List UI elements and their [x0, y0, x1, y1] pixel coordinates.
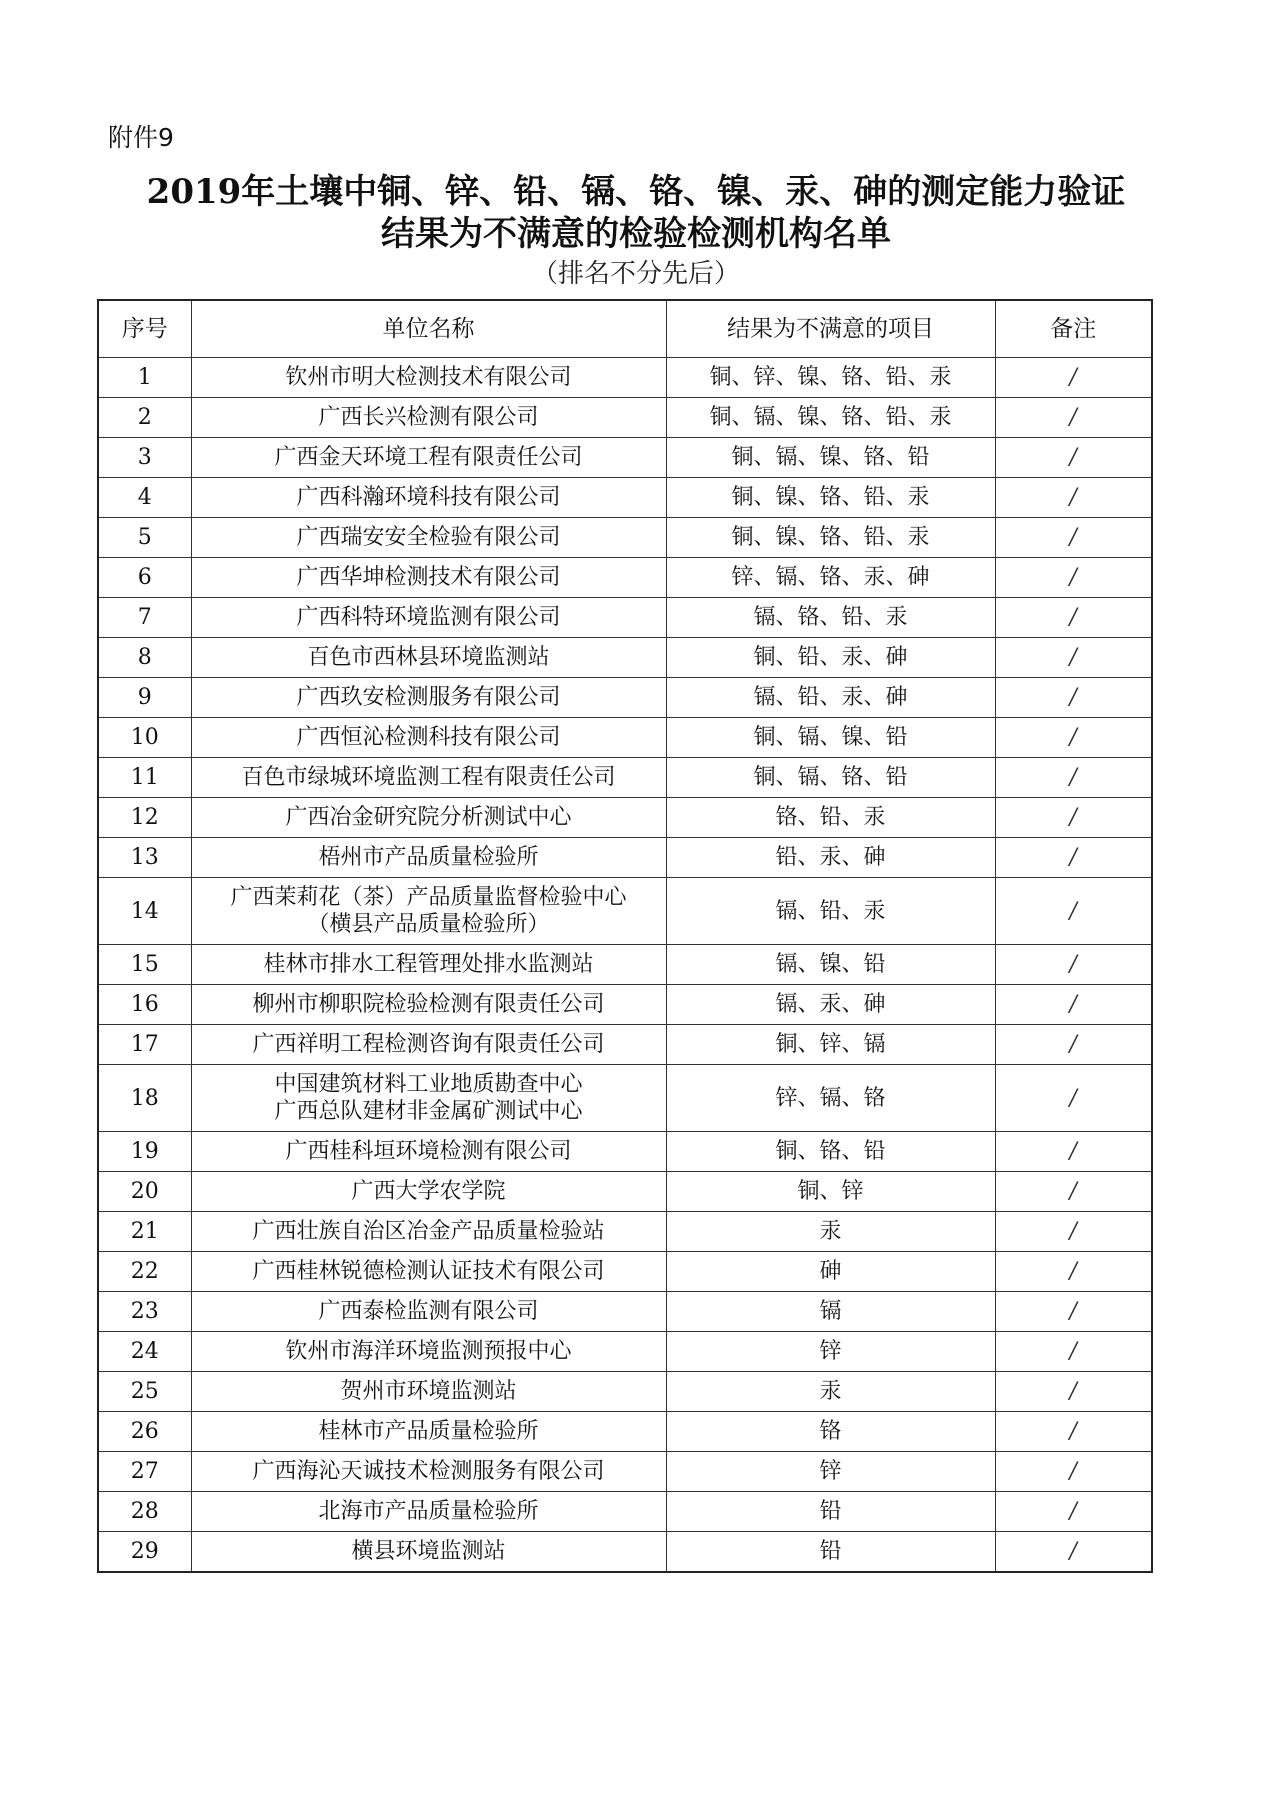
row-unsatisfactory-items: 铅	[666, 1532, 995, 1573]
header-serial-number: 序号	[98, 300, 191, 358]
row-serial-number: 18	[98, 1065, 191, 1132]
row-serial-number: 6	[98, 558, 191, 598]
unit-name-line: （横县产品质量检验所）	[307, 912, 550, 937]
unit-name-line: 广西总队建材非金属矿测试中心	[274, 1099, 583, 1124]
row-unsatisfactory-items: 铅	[666, 1492, 995, 1532]
row-remark: /	[995, 1132, 1152, 1172]
row-unsatisfactory-items: 铜、铅、汞、砷	[666, 638, 995, 678]
unit-name-line: 广西金天环境工程有限责任公司	[274, 445, 583, 470]
row-serial-number: 19	[98, 1132, 191, 1172]
row-remark: /	[995, 358, 1152, 398]
row-unit-name	[191, 1025, 666, 1065]
table-row	[98, 1412, 1152, 1452]
unit-name-line: 梧州市产品质量检验所	[318, 845, 539, 870]
row-unit-name	[191, 1452, 666, 1492]
table-row	[98, 438, 1152, 478]
row-serial-number: 2	[98, 398, 191, 438]
row-serial-number: 9	[98, 678, 191, 718]
table-row	[98, 758, 1152, 798]
row-serial-number: 11	[98, 758, 191, 798]
unit-name-line: 中国建筑材料工业地质勘查中心	[274, 1072, 583, 1097]
row-unsatisfactory-items: 铬	[666, 1412, 995, 1452]
unit-name-line: 钦州市明大检测技术有限公司	[285, 365, 572, 390]
row-serial-number: 8	[98, 638, 191, 678]
table-row	[98, 1372, 1152, 1412]
row-remark: /	[995, 1492, 1152, 1532]
row-unsatisfactory-items: 铜、锌、镍、铬、铅、汞	[666, 358, 995, 398]
row-unsatisfactory-items: 镉、铅、汞	[666, 878, 995, 945]
unit-name-line: 广西科特环境监测有限公司	[296, 605, 561, 630]
row-serial-number: 7	[98, 598, 191, 638]
row-serial-number: 26	[98, 1412, 191, 1452]
table-row	[98, 598, 1152, 638]
table-row	[98, 1065, 1152, 1132]
row-unsatisfactory-items: 铜、镉、镍、铅	[666, 718, 995, 758]
row-serial-number: 4	[98, 478, 191, 518]
row-serial-number: 23	[98, 1292, 191, 1332]
row-remark: /	[995, 1412, 1152, 1452]
unit-name-line: 广西恒沁检测科技有限公司	[296, 725, 561, 750]
row-unsatisfactory-items: 锌、镉、铬、汞、砷	[666, 558, 995, 598]
unit-name-line: 广西壮族自治区冶金产品质量检验站	[252, 1219, 605, 1244]
row-unit-name	[191, 1212, 666, 1252]
row-remark: /	[995, 518, 1152, 558]
table-row	[98, 945, 1152, 985]
table-row	[98, 398, 1152, 438]
unit-name-line: 钦州市海洋环境监测预报中心	[285, 1339, 572, 1364]
table-row	[98, 718, 1152, 758]
document-title-line-1: 2019年土壤中铜、锌、铅、镉、铬、镍、汞、砷的测定能力验证	[146, 172, 1126, 212]
unit-name-line: 横县环境监测站	[351, 1539, 506, 1564]
row-serial-number: 15	[98, 945, 191, 985]
row-remark: /	[995, 1025, 1152, 1065]
unit-name-line: 北海市产品质量检验所	[318, 1499, 539, 1524]
row-remark: /	[995, 985, 1152, 1025]
table-row	[98, 1025, 1152, 1065]
row-unit-name	[191, 945, 666, 985]
row-serial-number: 22	[98, 1252, 191, 1292]
unit-name-line: 广西茉莉花（茶）产品质量监督检验中心	[230, 885, 627, 910]
row-unit-name	[191, 1412, 666, 1452]
row-remark: /	[995, 1372, 1152, 1412]
unit-name-line: 广西桂林锐德检测认证技术有限公司	[252, 1259, 605, 1284]
row-unsatisfactory-items: 镉	[666, 1292, 995, 1332]
document-title-line-2: 结果为不满意的检验检测机构名单	[381, 214, 891, 254]
table-row	[98, 1252, 1152, 1292]
row-serial-number: 20	[98, 1172, 191, 1212]
unit-name-line: 广西科瀚环境科技有限公司	[296, 485, 561, 510]
row-serial-number: 5	[98, 518, 191, 558]
row-unsatisfactory-items: 铜、锌、镉	[666, 1025, 995, 1065]
row-remark: /	[995, 878, 1152, 945]
row-serial-number: 13	[98, 838, 191, 878]
row-unit-name	[191, 718, 666, 758]
row-unsatisfactory-items: 镉、汞、砷	[666, 985, 995, 1025]
row-serial-number: 12	[98, 798, 191, 838]
table-row	[98, 878, 1152, 945]
row-unit-name	[191, 598, 666, 638]
attachment-label: 附件9	[108, 123, 174, 152]
row-unit-name	[191, 1065, 666, 1132]
row-remark: /	[995, 718, 1152, 758]
unit-name-line: 柳州市柳职院检验检测有限责任公司	[252, 992, 605, 1017]
row-remark: /	[995, 945, 1152, 985]
unit-name-line: 广西玖安检测服务有限公司	[296, 685, 561, 710]
table-row	[98, 1172, 1152, 1212]
row-unit-name	[191, 758, 666, 798]
row-unsatisfactory-items: 汞	[666, 1372, 995, 1412]
row-unsatisfactory-items: 铜、镉、镍、铬、铅	[666, 438, 995, 478]
row-remark: /	[995, 1292, 1152, 1332]
row-serial-number: 24	[98, 1332, 191, 1372]
row-serial-number: 25	[98, 1372, 191, 1412]
unit-name-line: 广西祥明工程检测咨询有限责任公司	[252, 1032, 605, 1057]
row-unsatisfactory-items: 锌	[666, 1452, 995, 1492]
row-unit-name	[191, 518, 666, 558]
row-remark: /	[995, 598, 1152, 638]
table-row	[98, 838, 1152, 878]
unit-name-line: 桂林市产品质量检验所	[318, 1419, 539, 1444]
row-unit-name	[191, 838, 666, 878]
row-unsatisfactory-items: 汞	[666, 1212, 995, 1252]
unit-name-line: 广西冶金研究院分析测试中心	[285, 805, 572, 830]
row-remark: /	[995, 1212, 1152, 1252]
row-serial-number: 16	[98, 985, 191, 1025]
unit-name-line: 广西泰检监测有限公司	[318, 1299, 539, 1324]
row-serial-number: 17	[98, 1025, 191, 1065]
table-row	[98, 558, 1152, 598]
row-unsatisfactory-items: 铜、铬、铅	[666, 1132, 995, 1172]
institution-table	[97, 299, 1153, 1573]
unit-name-line: 广西海沁天诚技术检测服务有限公司	[252, 1459, 605, 1484]
unit-name-line: 广西桂科垣环境检测有限公司	[285, 1139, 572, 1164]
table-row	[98, 518, 1152, 558]
row-unit-name	[191, 358, 666, 398]
table-row	[98, 1132, 1152, 1172]
table-row	[98, 1452, 1152, 1492]
unit-name-line: 广西大学农学院	[351, 1179, 506, 1204]
row-unit-name	[191, 878, 666, 945]
unit-name-line: 广西瑞安安全检验有限公司	[296, 525, 561, 550]
row-remark: /	[995, 1065, 1152, 1132]
unit-name-line: 百色市西林县环境监测站	[307, 645, 550, 670]
row-unit-name	[191, 558, 666, 598]
row-unit-name	[191, 1172, 666, 1212]
table-row	[98, 678, 1152, 718]
row-serial-number: 21	[98, 1212, 191, 1252]
row-unsatisfactory-items: 锌	[666, 1332, 995, 1372]
row-unit-name	[191, 638, 666, 678]
table-row	[98, 1332, 1152, 1372]
table-row	[98, 798, 1152, 838]
table-row	[98, 358, 1152, 398]
row-remark: /	[995, 678, 1152, 718]
row-unit-name	[191, 1372, 666, 1412]
row-unsatisfactory-items: 镉、镍、铅	[666, 945, 995, 985]
row-remark: /	[995, 838, 1152, 878]
row-remark: /	[995, 1332, 1152, 1372]
row-serial-number: 14	[98, 878, 191, 945]
row-remark: /	[995, 478, 1152, 518]
row-unsatisfactory-items: 铬、铅、汞	[666, 798, 995, 838]
row-remark: /	[995, 798, 1152, 838]
row-unit-name	[191, 1532, 666, 1573]
row-remark: /	[995, 438, 1152, 478]
row-unsatisfactory-items: 铜、镍、铬、铅、汞	[666, 478, 995, 518]
row-serial-number: 27	[98, 1452, 191, 1492]
unit-name-line: 广西长兴检测有限公司	[318, 405, 539, 430]
row-remark: /	[995, 1532, 1152, 1573]
row-serial-number: 29	[98, 1532, 191, 1573]
row-unit-name	[191, 1132, 666, 1172]
row-remark: /	[995, 1452, 1152, 1492]
unit-name-line: 贺州市环境监测站	[340, 1379, 517, 1404]
unit-name-line: 桂林市排水工程管理处排水监测站	[263, 952, 594, 977]
table-body	[98, 358, 1152, 1573]
row-unsatisfactory-items: 铅、汞、砷	[666, 838, 995, 878]
header-unsatisfactory-items: 结果为不满意的项目	[666, 300, 995, 358]
header-unit-name: 单位名称	[191, 300, 666, 358]
unit-name-line: 广西华坤检测技术有限公司	[296, 565, 561, 590]
row-remark: /	[995, 758, 1152, 798]
row-unsatisfactory-items: 砷	[666, 1252, 995, 1292]
row-unit-name	[191, 398, 666, 438]
row-unsatisfactory-items: 铜、镉、铬、铅	[666, 758, 995, 798]
row-remark: /	[995, 638, 1152, 678]
row-unsatisfactory-items: 铜、锌	[666, 1172, 995, 1212]
row-remark: /	[995, 1252, 1152, 1292]
row-unit-name	[191, 478, 666, 518]
row-remark: /	[995, 398, 1152, 438]
row-unsatisfactory-items: 铜、镉、镍、铬、铅、汞	[666, 398, 995, 438]
document-subtitle: （排名不分先后）	[531, 259, 740, 289]
row-unit-name	[191, 1492, 666, 1532]
row-unit-name	[191, 1332, 666, 1372]
row-serial-number: 28	[98, 1492, 191, 1532]
table-row	[98, 1212, 1152, 1252]
table-row	[98, 1492, 1152, 1532]
row-unit-name	[191, 1252, 666, 1292]
row-serial-number: 1	[98, 358, 191, 398]
row-unit-name	[191, 438, 666, 478]
table-row	[98, 1532, 1152, 1573]
row-unit-name	[191, 798, 666, 838]
unit-name-line: 百色市绿城环境监测工程有限责任公司	[241, 765, 616, 790]
row-remark: /	[995, 1172, 1152, 1212]
table-row	[98, 985, 1152, 1025]
header-remarks: 备注	[995, 300, 1152, 358]
row-unsatisfactory-items: 镉、铬、铅、汞	[666, 598, 995, 638]
row-unsatisfactory-items: 镉、铅、汞、砷	[666, 678, 995, 718]
table-row	[98, 638, 1152, 678]
row-serial-number: 10	[98, 718, 191, 758]
row-unit-name	[191, 678, 666, 718]
row-serial-number: 3	[98, 438, 191, 478]
table-header-row	[98, 300, 1152, 358]
table-row	[98, 478, 1152, 518]
row-unit-name	[191, 1292, 666, 1332]
row-unit-name	[191, 985, 666, 1025]
row-remark: /	[995, 558, 1152, 598]
row-unsatisfactory-items: 锌、镉、铬	[666, 1065, 995, 1132]
row-unsatisfactory-items: 铜、镍、铬、铅、汞	[666, 518, 995, 558]
table-row	[98, 1292, 1152, 1332]
